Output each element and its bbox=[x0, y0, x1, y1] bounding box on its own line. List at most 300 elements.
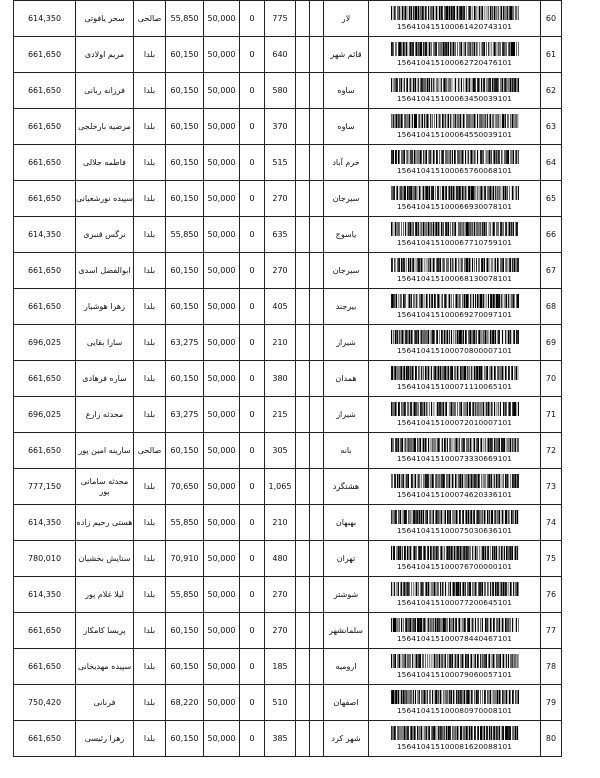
barcode-cell bbox=[369, 433, 541, 469]
table-row bbox=[14, 253, 562, 289]
table-row bbox=[14, 217, 562, 253]
zero-cell: 0 bbox=[240, 37, 265, 73]
base-fee-cell: 50,000 bbox=[204, 289, 240, 325]
zero-cell: 0 bbox=[240, 109, 265, 145]
empty-cell bbox=[310, 397, 324, 433]
recipient-name-cell: فرنانی bbox=[76, 685, 134, 721]
empty-cell bbox=[296, 181, 310, 217]
barcode-cell bbox=[369, 109, 541, 145]
empty-cell bbox=[310, 217, 324, 253]
barcode-cell bbox=[369, 73, 541, 109]
barcode-graphic bbox=[391, 690, 519, 704]
recipient-name-cell: لیلا غلام پور bbox=[76, 577, 134, 613]
empty-cell bbox=[310, 577, 324, 613]
empty-cell bbox=[296, 109, 310, 145]
row-number-cell: 70 bbox=[541, 361, 562, 397]
service-type-cell: بلدا bbox=[134, 181, 166, 217]
destination-city-cell: اصفهان bbox=[324, 685, 369, 721]
service-type-cell: بلدا bbox=[134, 361, 166, 397]
barcode-graphic bbox=[391, 546, 519, 560]
barcode-graphic bbox=[391, 582, 519, 596]
empty-cell bbox=[310, 37, 324, 73]
weight-cell: 270 bbox=[265, 181, 296, 217]
barcode-graphic bbox=[391, 294, 519, 308]
barcode-number: 156410415100074620336101 bbox=[396, 490, 513, 499]
empty-cell bbox=[296, 469, 310, 505]
recipient-name-cell: سحر یافوتی bbox=[76, 1, 134, 37]
barcode-cell bbox=[369, 541, 541, 577]
recipient-name-cell: زهرا هوشیار bbox=[76, 289, 134, 325]
barcode-graphic bbox=[391, 222, 519, 236]
subtotal-cell: 63,275 bbox=[166, 397, 204, 433]
service-type-cell: بلدا bbox=[134, 145, 166, 181]
service-type-cell: بلدا bbox=[134, 613, 166, 649]
zero-cell: 0 bbox=[240, 433, 265, 469]
destination-city-cell: شیراز bbox=[324, 325, 369, 361]
weight-cell: 510 bbox=[265, 685, 296, 721]
barcode-graphic bbox=[391, 78, 519, 92]
row-number-cell: 73 bbox=[541, 469, 562, 505]
table-row bbox=[14, 1, 562, 37]
barcode-number: 156410415100076700000101 bbox=[396, 562, 513, 571]
destination-city-cell: لار bbox=[324, 1, 369, 37]
subtotal-cell: 60,150 bbox=[166, 109, 204, 145]
table-row bbox=[14, 577, 562, 613]
barcode-cell bbox=[369, 217, 541, 253]
empty-cell bbox=[310, 181, 324, 217]
zero-cell: 0 bbox=[240, 721, 265, 757]
table-row bbox=[14, 721, 562, 757]
weight-cell: 370 bbox=[265, 109, 296, 145]
empty-cell bbox=[296, 73, 310, 109]
barcode-graphic bbox=[391, 402, 519, 416]
total-amount-cell: 661,650 bbox=[14, 289, 76, 325]
service-type-cell: بلدا bbox=[134, 541, 166, 577]
table-row bbox=[14, 145, 562, 181]
barcode-number: 156410415100077200645101 bbox=[396, 598, 513, 607]
subtotal-cell: 60,150 bbox=[166, 37, 204, 73]
destination-city-cell: تهران bbox=[324, 541, 369, 577]
recipient-name-cell: محدثه سامانی پور bbox=[76, 469, 134, 505]
barcode-cell bbox=[369, 721, 541, 757]
service-type-cell: صالحی bbox=[134, 433, 166, 469]
empty-cell bbox=[310, 685, 324, 721]
empty-cell bbox=[310, 469, 324, 505]
recipient-name-cell: مریم اولادی bbox=[76, 37, 134, 73]
weight-cell: 270 bbox=[265, 613, 296, 649]
barcode-number: 156410415100075030636101 bbox=[396, 526, 513, 535]
barcode-graphic bbox=[391, 6, 519, 20]
base-fee-cell: 50,000 bbox=[204, 397, 240, 433]
destination-city-cell: ساوه bbox=[324, 73, 369, 109]
row-number-cell: 77 bbox=[541, 613, 562, 649]
weight-cell: 775 bbox=[265, 1, 296, 37]
weight-cell: 1,065 bbox=[265, 469, 296, 505]
subtotal-cell: 55,850 bbox=[166, 217, 204, 253]
barcode-number: 15641041510006142074310​1 bbox=[396, 22, 513, 31]
empty-cell bbox=[296, 505, 310, 541]
service-type-cell: بلدا bbox=[134, 289, 166, 325]
row-number-cell: 80 bbox=[541, 721, 562, 757]
zero-cell: 0 bbox=[240, 253, 265, 289]
table-row bbox=[14, 73, 562, 109]
zero-cell: 0 bbox=[240, 577, 265, 613]
recipient-name-cell: ستایش بخشیان bbox=[76, 541, 134, 577]
weight-cell: 385 bbox=[265, 721, 296, 757]
shipment-table bbox=[13, 0, 562, 757]
table-row bbox=[14, 181, 562, 217]
destination-city-cell: شیراز bbox=[324, 397, 369, 433]
recipient-name-cell: مرضیه بارخلجی bbox=[76, 109, 134, 145]
weight-cell: 580 bbox=[265, 73, 296, 109]
recipient-name-cell: زهرا رئیسی bbox=[76, 721, 134, 757]
row-number-cell: 64 bbox=[541, 145, 562, 181]
service-type-cell: بلدا bbox=[134, 685, 166, 721]
barcode-graphic bbox=[391, 438, 519, 452]
empty-cell bbox=[310, 325, 324, 361]
service-type-cell: بلدا bbox=[134, 253, 166, 289]
barcode-number: 156410415100062720476101 bbox=[396, 58, 513, 67]
total-amount-cell: 661,650 bbox=[14, 721, 76, 757]
table-row bbox=[14, 289, 562, 325]
destination-city-cell: سیرجان bbox=[324, 181, 369, 217]
weight-cell: 210 bbox=[265, 325, 296, 361]
empty-cell bbox=[310, 541, 324, 577]
service-type-cell: بلدا bbox=[134, 397, 166, 433]
empty-cell bbox=[296, 325, 310, 361]
row-number-cell: 62 bbox=[541, 73, 562, 109]
barcode-graphic bbox=[391, 618, 519, 632]
weight-cell: 405 bbox=[265, 289, 296, 325]
empty-cell bbox=[310, 721, 324, 757]
recipient-name-cell: فرزانه ربانی bbox=[76, 73, 134, 109]
empty-cell bbox=[310, 1, 324, 37]
total-amount-cell: 661,650 bbox=[14, 145, 76, 181]
zero-cell: 0 bbox=[240, 361, 265, 397]
recipient-name-cell: نرگس قنبری bbox=[76, 217, 134, 253]
empty-cell bbox=[310, 505, 324, 541]
row-number-cell: 76 bbox=[541, 577, 562, 613]
empty-cell bbox=[296, 577, 310, 613]
subtotal-cell: 60,150 bbox=[166, 721, 204, 757]
total-amount-cell: 780,010 bbox=[14, 541, 76, 577]
row-number-cell: 72 bbox=[541, 433, 562, 469]
total-amount-cell: 696,025 bbox=[14, 325, 76, 361]
table-row bbox=[14, 109, 562, 145]
service-type-cell: بلدا bbox=[134, 505, 166, 541]
barcode-number: 156410415100069270097101 bbox=[396, 310, 513, 319]
row-number-cell: 68 bbox=[541, 289, 562, 325]
total-amount-cell: 614,350 bbox=[14, 505, 76, 541]
barcode-graphic bbox=[391, 42, 519, 56]
subtotal-cell: 55,850 bbox=[166, 1, 204, 37]
weight-cell: 215 bbox=[265, 397, 296, 433]
empty-cell bbox=[296, 217, 310, 253]
destination-city-cell: سلمانشهر bbox=[324, 613, 369, 649]
destination-city-cell: شوشتر bbox=[324, 577, 369, 613]
base-fee-cell: 50,000 bbox=[204, 577, 240, 613]
empty-cell bbox=[296, 541, 310, 577]
barcode-cell bbox=[369, 685, 541, 721]
subtotal-cell: 55,850 bbox=[166, 505, 204, 541]
base-fee-cell: 50,000 bbox=[204, 505, 240, 541]
subtotal-cell: 60,150 bbox=[166, 649, 204, 685]
empty-cell bbox=[310, 73, 324, 109]
total-amount-cell: 614,350 bbox=[14, 217, 76, 253]
base-fee-cell: 50,000 bbox=[204, 253, 240, 289]
base-fee-cell: 50,000 bbox=[204, 361, 240, 397]
barcode-number: 156410415100072010007101 bbox=[396, 418, 513, 427]
zero-cell: 0 bbox=[240, 613, 265, 649]
recipient-name-cell: سارینه امین پور bbox=[76, 433, 134, 469]
base-fee-cell: 50,000 bbox=[204, 37, 240, 73]
empty-cell bbox=[296, 649, 310, 685]
subtotal-cell: 60,150 bbox=[166, 253, 204, 289]
recipient-name-cell: سپیده مهدیخانی bbox=[76, 649, 134, 685]
barcode-cell bbox=[369, 469, 541, 505]
service-type-cell: بلدا bbox=[134, 577, 166, 613]
destination-city-cell: خرم آباد bbox=[324, 145, 369, 181]
base-fee-cell: 50,000 bbox=[204, 73, 240, 109]
barcode-graphic bbox=[391, 330, 519, 344]
destination-city-cell: ساوه bbox=[324, 109, 369, 145]
weight-cell: 640 bbox=[265, 37, 296, 73]
barcode-cell bbox=[369, 253, 541, 289]
empty-cell bbox=[296, 433, 310, 469]
empty-cell bbox=[310, 289, 324, 325]
subtotal-cell: 68,220 bbox=[166, 685, 204, 721]
weight-cell: 210 bbox=[265, 505, 296, 541]
recipient-name-cell: پریسا کامکار bbox=[76, 613, 134, 649]
base-fee-cell: 50,000 bbox=[204, 325, 240, 361]
barcode-number: 156410415100071110065101 bbox=[396, 382, 513, 391]
subtotal-cell: 70,650 bbox=[166, 469, 204, 505]
barcode-number: 156410415100065760068101 bbox=[396, 166, 513, 175]
barcode-number: 156410415100070800007101 bbox=[396, 346, 513, 355]
empty-cell bbox=[296, 37, 310, 73]
destination-city-cell: یاسوج bbox=[324, 217, 369, 253]
empty-cell bbox=[296, 685, 310, 721]
base-fee-cell: 50,000 bbox=[204, 721, 240, 757]
total-amount-cell: 661,650 bbox=[14, 109, 76, 145]
barcode-graphic bbox=[391, 114, 519, 128]
total-amount-cell: 661,650 bbox=[14, 253, 76, 289]
subtotal-cell: 60,150 bbox=[166, 289, 204, 325]
row-number-cell: 78 bbox=[541, 649, 562, 685]
subtotal-cell: 60,150 bbox=[166, 613, 204, 649]
barcode-number: 156410415100081620088101 bbox=[396, 742, 513, 751]
empty-cell bbox=[296, 145, 310, 181]
total-amount-cell: 661,650 bbox=[14, 361, 76, 397]
total-amount-cell: 777,150 bbox=[14, 469, 76, 505]
zero-cell: 0 bbox=[240, 73, 265, 109]
weight-cell: 515 bbox=[265, 145, 296, 181]
empty-cell bbox=[296, 289, 310, 325]
base-fee-cell: 50,000 bbox=[204, 613, 240, 649]
base-fee-cell: 50,000 bbox=[204, 649, 240, 685]
barcode-cell bbox=[369, 289, 541, 325]
recipient-name-cell: سپیده نورشعبانی bbox=[76, 181, 134, 217]
row-number-cell: 60 bbox=[541, 1, 562, 37]
barcode-number: 156410415100067710759101 bbox=[396, 238, 513, 247]
zero-cell: 0 bbox=[240, 541, 265, 577]
total-amount-cell: 661,650 bbox=[14, 181, 76, 217]
zero-cell: 0 bbox=[240, 1, 265, 37]
weight-cell: 185 bbox=[265, 649, 296, 685]
empty-cell bbox=[296, 253, 310, 289]
subtotal-cell: 60,150 bbox=[166, 181, 204, 217]
barcode-cell bbox=[369, 145, 541, 181]
row-number-cell: 63 bbox=[541, 109, 562, 145]
subtotal-cell: 60,150 bbox=[166, 433, 204, 469]
barcode-cell bbox=[369, 37, 541, 73]
destination-city-cell: شهر کرد bbox=[324, 721, 369, 757]
zero-cell: 0 bbox=[240, 217, 265, 253]
barcode-number: 156410415100068130078101 bbox=[396, 274, 513, 283]
weight-cell: 270 bbox=[265, 577, 296, 613]
empty-cell bbox=[310, 613, 324, 649]
barcode-graphic bbox=[391, 150, 519, 164]
barcode-number: 156410415100064550039101 bbox=[396, 130, 513, 139]
recipient-name-cell: محدثه زارع bbox=[76, 397, 134, 433]
service-type-cell: بلدا bbox=[134, 217, 166, 253]
zero-cell: 0 bbox=[240, 469, 265, 505]
subtotal-cell: 63,275 bbox=[166, 325, 204, 361]
row-number-cell: 69 bbox=[541, 325, 562, 361]
barcode-cell bbox=[369, 577, 541, 613]
destination-city-cell: همدان bbox=[324, 361, 369, 397]
barcode-graphic bbox=[391, 258, 519, 272]
service-type-cell: بلدا bbox=[134, 73, 166, 109]
recipient-name-cell: فاطمه جلالی bbox=[76, 145, 134, 181]
subtotal-cell: 60,150 bbox=[166, 361, 204, 397]
table-row bbox=[14, 397, 562, 433]
table-row bbox=[14, 469, 562, 505]
service-type-cell: بلدا bbox=[134, 37, 166, 73]
row-number-cell: 71 bbox=[541, 397, 562, 433]
table-row bbox=[14, 433, 562, 469]
empty-cell bbox=[310, 361, 324, 397]
total-amount-cell: 614,350 bbox=[14, 1, 76, 37]
barcode-cell bbox=[369, 397, 541, 433]
service-type-cell: بلدا bbox=[134, 649, 166, 685]
service-type-cell: بلدا bbox=[134, 721, 166, 757]
table-row bbox=[14, 505, 562, 541]
service-type-cell: بلدا bbox=[134, 325, 166, 361]
zero-cell: 0 bbox=[240, 145, 265, 181]
base-fee-cell: 50,000 bbox=[204, 685, 240, 721]
table-row bbox=[14, 613, 562, 649]
subtotal-cell: 55,850 bbox=[166, 577, 204, 613]
row-number-cell: 79 bbox=[541, 685, 562, 721]
weight-cell: 635 bbox=[265, 217, 296, 253]
base-fee-cell: 50,000 bbox=[204, 541, 240, 577]
service-type-cell: صالحی bbox=[134, 1, 166, 37]
barcode-graphic bbox=[391, 474, 519, 488]
barcode-graphic bbox=[391, 726, 519, 740]
empty-cell bbox=[310, 145, 324, 181]
zero-cell: 0 bbox=[240, 685, 265, 721]
row-number-cell: 75 bbox=[541, 541, 562, 577]
recipient-name-cell: ابوالفضل اسدی bbox=[76, 253, 134, 289]
empty-cell bbox=[296, 397, 310, 433]
subtotal-cell: 60,150 bbox=[166, 73, 204, 109]
subtotal-cell: 60,150 bbox=[166, 145, 204, 181]
zero-cell: 0 bbox=[240, 505, 265, 541]
empty-cell bbox=[310, 253, 324, 289]
barcode-cell bbox=[369, 325, 541, 361]
base-fee-cell: 50,000 bbox=[204, 181, 240, 217]
zero-cell: 0 bbox=[240, 397, 265, 433]
row-number-cell: 65 bbox=[541, 181, 562, 217]
total-amount-cell: 661,650 bbox=[14, 433, 76, 469]
recipient-name-cell: ساره فرهادی bbox=[76, 361, 134, 397]
total-amount-cell: 661,650 bbox=[14, 613, 76, 649]
barcode-graphic bbox=[391, 510, 519, 524]
empty-cell bbox=[310, 109, 324, 145]
zero-cell: 0 bbox=[240, 325, 265, 361]
barcode-number: 156410415100063450039101 bbox=[396, 94, 513, 103]
barcode-graphic bbox=[391, 186, 519, 200]
barcode-cell bbox=[369, 649, 541, 685]
destination-city-cell: بهبهان bbox=[324, 505, 369, 541]
zero-cell: 0 bbox=[240, 649, 265, 685]
base-fee-cell: 50,000 bbox=[204, 469, 240, 505]
table-row bbox=[14, 37, 562, 73]
barcode-cell bbox=[369, 181, 541, 217]
base-fee-cell: 50,000 bbox=[204, 217, 240, 253]
recipient-name-cell: هستی رحیم زاده bbox=[76, 505, 134, 541]
table-row bbox=[14, 649, 562, 685]
barcode-cell bbox=[369, 505, 541, 541]
empty-cell bbox=[310, 649, 324, 685]
barcode-number: 156410415100073330669101 bbox=[396, 454, 513, 463]
destination-city-cell: بانه bbox=[324, 433, 369, 469]
total-amount-cell: 750,420 bbox=[14, 685, 76, 721]
service-type-cell: بلدا bbox=[134, 469, 166, 505]
recipient-name-cell: سارا بقایی bbox=[76, 325, 134, 361]
barcode-cell bbox=[369, 361, 541, 397]
base-fee-cell: 50,000 bbox=[204, 1, 240, 37]
barcode-number: 156410415100079060057101 bbox=[396, 670, 513, 679]
barcode-number: 156410415100078440467101 bbox=[396, 634, 513, 643]
table-row bbox=[14, 325, 562, 361]
total-amount-cell: 661,650 bbox=[14, 649, 76, 685]
weight-cell: 380 bbox=[265, 361, 296, 397]
total-amount-cell: 661,650 bbox=[14, 73, 76, 109]
zero-cell: 0 bbox=[240, 289, 265, 325]
total-amount-cell: 614,350 bbox=[14, 577, 76, 613]
destination-city-cell: ارومیه bbox=[324, 649, 369, 685]
barcode-cell bbox=[369, 613, 541, 649]
destination-city-cell: هشتگرد bbox=[324, 469, 369, 505]
destination-city-cell: بیرجند bbox=[324, 289, 369, 325]
base-fee-cell: 50,000 bbox=[204, 109, 240, 145]
destination-city-cell: سیرجان bbox=[324, 253, 369, 289]
empty-cell bbox=[296, 1, 310, 37]
table-row bbox=[14, 685, 562, 721]
empty-cell bbox=[296, 613, 310, 649]
row-number-cell: 67 bbox=[541, 253, 562, 289]
empty-cell bbox=[310, 433, 324, 469]
empty-cell bbox=[296, 361, 310, 397]
subtotal-cell: 70,910 bbox=[166, 541, 204, 577]
base-fee-cell: 50,000 bbox=[204, 145, 240, 181]
barcode-graphic bbox=[391, 654, 519, 668]
barcode-graphic bbox=[391, 366, 519, 380]
destination-city-cell: قائم شهر bbox=[324, 37, 369, 73]
weight-cell: 480 bbox=[265, 541, 296, 577]
